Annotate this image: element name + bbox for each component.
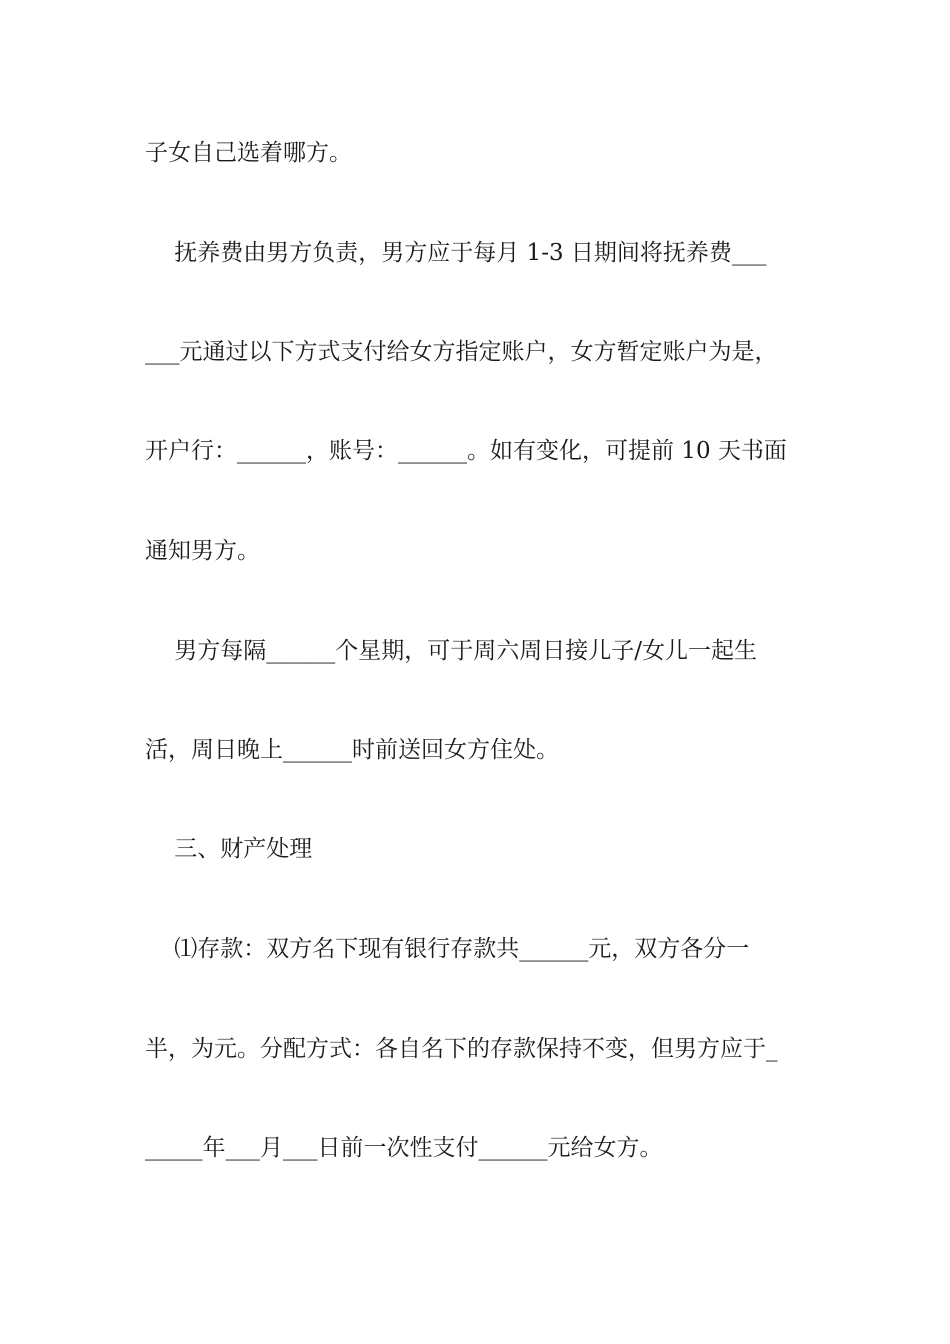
text-line-1: 子女自己选着哪方。: [145, 140, 352, 166]
text-line-9: ⑴存款：双方名下现有银行存款共______元，双方各分一: [145, 936, 750, 962]
text-line-6: 男方每隔______个星期，可于周六周日接儿子/女儿一起生: [145, 638, 757, 664]
text-line-2: 抚养费由男方负责，男方应于每月 1-3 日期间将抚养费___: [145, 240, 767, 266]
text-line-4: 开户行：______，账号：______。如有变化，可提前 10 天书面: [145, 438, 787, 464]
text-line-3: ___元通过以下方式支付给女方指定账户，女方暂定账户为是，: [145, 339, 778, 365]
section-heading-property: 三、财产处理: [145, 836, 313, 862]
text-line-10: 半，为元。分配方式：各自名下的存款保持不变，但男方应于_: [145, 1036, 778, 1062]
text-line-11: _____年___月___日前一次性支付______元给女方。: [145, 1135, 663, 1161]
text-line-7: 活，周日晚上______时前送回女方住处。: [145, 737, 559, 763]
text-line-5: 通知男方。: [145, 538, 260, 564]
